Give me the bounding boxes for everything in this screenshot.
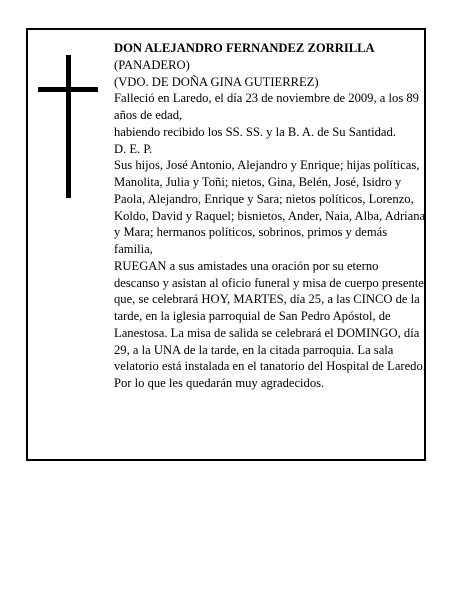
obituary-notice: [26, 28, 426, 461]
deceased-name: DON ALEJANDRO FERNANDEZ ZORRILLA: [114, 41, 375, 55]
funeral-request: RUEGAN a sus amistades una oración por su eterno descanso y asistan al oficio funeral y misa de cuerpo presente que, se celebrará HOY, MARTES, día 25, a las CINCO de la tarde, en la iglesia parroquial de San Pedro Apóstol, de Lanestosa. La misa de salida se celebrará el DOMINGO, día 29, a la UNA de la tarde, en la citada parroquia. La sala velatorio está instalada en el tanatorio del Hospital de Laredo. Por lo que les quedarán muy agradecidos.: [114, 258, 426, 390]
deceased-occupation: (PANADERO): [114, 57, 190, 72]
sacraments-line: habiendo recibido los SS. SS. y la B. A. de Su Santidad.: [114, 124, 396, 139]
cross-horizontal-bar: [38, 87, 98, 92]
cross-vertical-bar: [66, 55, 71, 198]
death-notice: Falleció en Laredo, el día 23 de noviembre de 2009, a los 89 años de edad,: [114, 91, 419, 122]
rest-in-peace: D. E. P.: [114, 141, 153, 156]
widower-of: (VDO. DE DOÑA GINA GUTIERREZ): [114, 74, 319, 89]
cross-icon: [38, 55, 98, 198]
obituary-text: [114, 40, 426, 392]
family-list: Sus hijos, José Antonio, Alejandro y Enrique; hijas políticas, Manolita, Julia y Toñi; nietos, Gina, Belén, José, Isidro y Paola, Alejandro, Enrique y Sara; nietos políticos, Lorenzo, Koldo, David y Raquel; bisnietos, Ander, Naia, Alba, Adriana y Mara; hermanos políticos, sobrinos, primos y demás familia,: [114, 158, 426, 256]
